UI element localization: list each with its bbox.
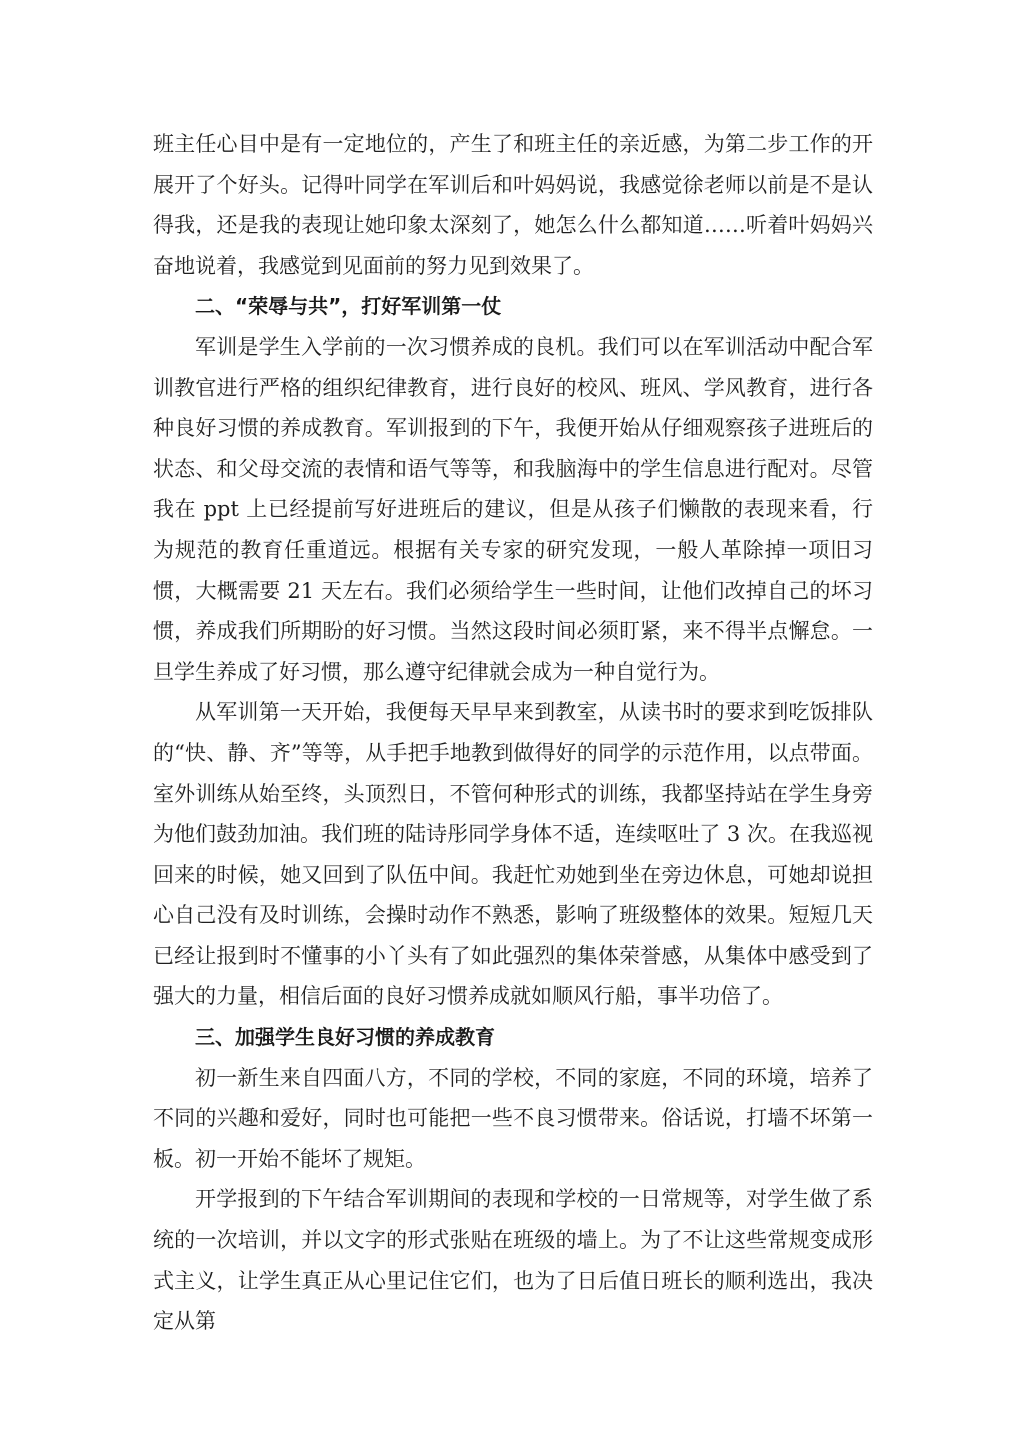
paragraph-continued: 班主任心目中是有一定地位的，产生了和班主任的亲近感，为第二步工作的开展开了个好头。记得叶同学在军训后和叶妈妈说，我感觉徐老师以前是不是认得我，还是我的表现让她印象太深刻了，她怎么什么都知道……听着叶妈妈兴奋地说着，我感觉到见面前的努力见到效果了。 bbox=[153, 132, 873, 278]
paragraph-first-day: 从军训第一天开始，我便每天早早来到教室，从读书时的要求到吃饭排队的“快、静、齐”等等，从手把手地教到做得好的同学的示范作用，以点带面。室外训练从始至终，头顶烈日，不管何种形式的训练，我都坚持站在学生身旁为他们鼓劲加油。我们班的陆诗彤同学身体不适，连续呕吐了 3 次。在我巡视回来的时候，她又回到了队伍中间。我赶忙劝她到坐在旁边休息，可她却说担心自己没有及时训练，会操时动作不熟悉，影响了班级整体的效果。短短几天已经让报到时不懂事的小丫头有了如此强烈的集体荣誉感，从集体中感受到了强大的力量，相信后面的良好习惯养成就如顺风行船，事半功倍了。 bbox=[153, 700, 873, 1009]
paragraph-new-students: 初一新生来自四面八方，不同的学校，不同的家庭，不同的环境，培养了不同的兴趣和爱好，同时也可能把一些不良习惯带来。俗话说，打墙不坏第一板。初一开始不能坏了规矩。 bbox=[153, 1065, 873, 1171]
paragraph-school-start: 开学报到的下午结合军训期间的表现和学校的一日常规等，对学生做了系统的一次培训，并以文字的形式张贴在班级的墙上。为了不让这些常规变成形式主义，让学生真正从心里记住它们，也为了日后值日班长的顺利选出，我决定从第 bbox=[153, 1187, 873, 1334]
section-heading-2: 二、“荣辱与共”，打好军训第一仗 bbox=[195, 294, 502, 319]
paragraph-military-training: 军训是学生入学前的一次习惯养成的良机。我们可以在军训活动中配合军训教官进行严格的组织纪律教育，进行良好的校风、班风、学风教育，进行各种良好习惯的养成教育。军训报到的下午，我便开始从仔细观察孩子进班后的状态、和父母交流的表情和语气等等，和我脑海中的学生信息进行配对。尽管我在 ppt 上已经提前写好进班后的建议，但是从孩子们懒散的表现来看，行为规范的教育任重道远。根据有关专家的研究发现，一般人革除掉一项旧习惯，大概需要 21 天左右。我们必须给学生一些时间，让他们改掉自己的坏习惯，养成我们所期盼的好习惯。当然这段时间必须盯紧，来不得半点懈怠。一旦学生养成了好习惯，那么遵守纪律就会成为一种自觉行为。 bbox=[153, 334, 873, 684]
document-body bbox=[153, 124, 873, 1342]
section-heading-3: 三、加强学生良好习惯的养成教育 bbox=[195, 1025, 495, 1050]
